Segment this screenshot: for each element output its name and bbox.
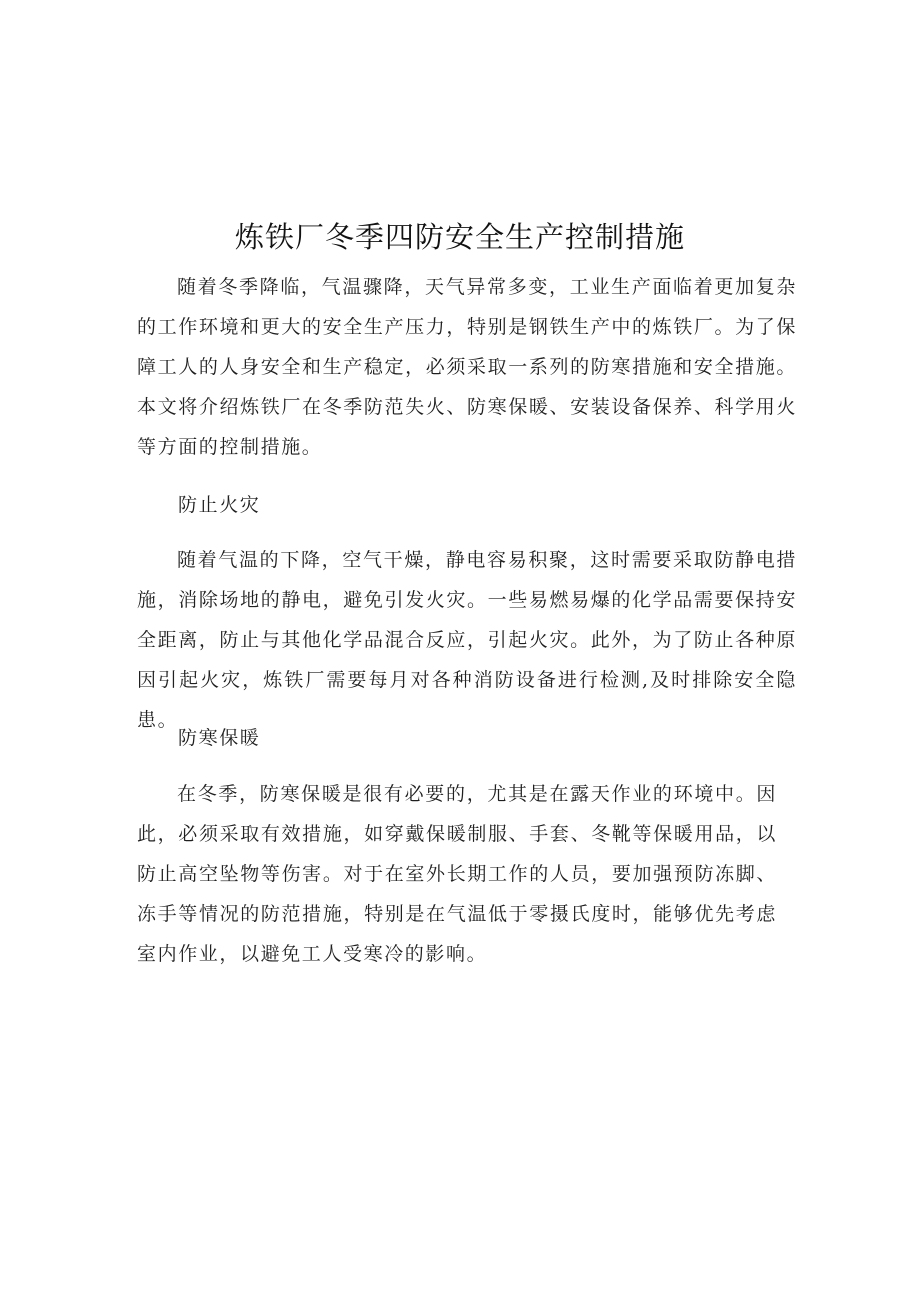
section-body-fire: 随着气温的下降，空气干燥，静电容易积聚，这时需要采取防静电措施，消除场地的静电，避免引发火灾。一些易燃易爆的化学品需要保持安全距离，防止与其他化学品混合反应，引起火灾。此外，为了防止各种原因引起火灾，炼铁厂需要每月对各种消防设备进行检测,及时排除安全隐患。	[137, 549, 797, 731]
section-heading-warmth: 防寒保暖	[178, 727, 261, 749]
document-title: 炼铁厂冬季四防安全生产控制措施	[234, 220, 685, 254]
intro-paragraph: 随着冬季降临，气温骤降，天气异常多变，工业生产面临着更加复杂的工作环境和更大的安全生产压力，特别是钢铁生产中的炼铁厂。为了保障工人的人身安全和生产稳定，必须采取一系列的防寒措施和安全措施。本文将介绍炼铁厂在冬季防范失火、防寒保暖、安装设备保养、科学用火等方面的控制措施。	[137, 276, 797, 458]
section-heading-fire: 防止火灾	[178, 494, 261, 516]
section-body-warmth: 在冬季，防寒保暖是很有必要的，尤其是在露天作业的环境中。因此，必须采取有效措施，如穿戴保暖制服、手套、冬靴等保暖用品，以防止高空坠物等伤害。对于在室外长期工作的人员，要加强预防冻脚、冻手等情况的防范措施，特别是在气温低于零摄氏度时，能够优先考虑室内作业，以避免工人受寒冷的影响。	[137, 783, 777, 965]
